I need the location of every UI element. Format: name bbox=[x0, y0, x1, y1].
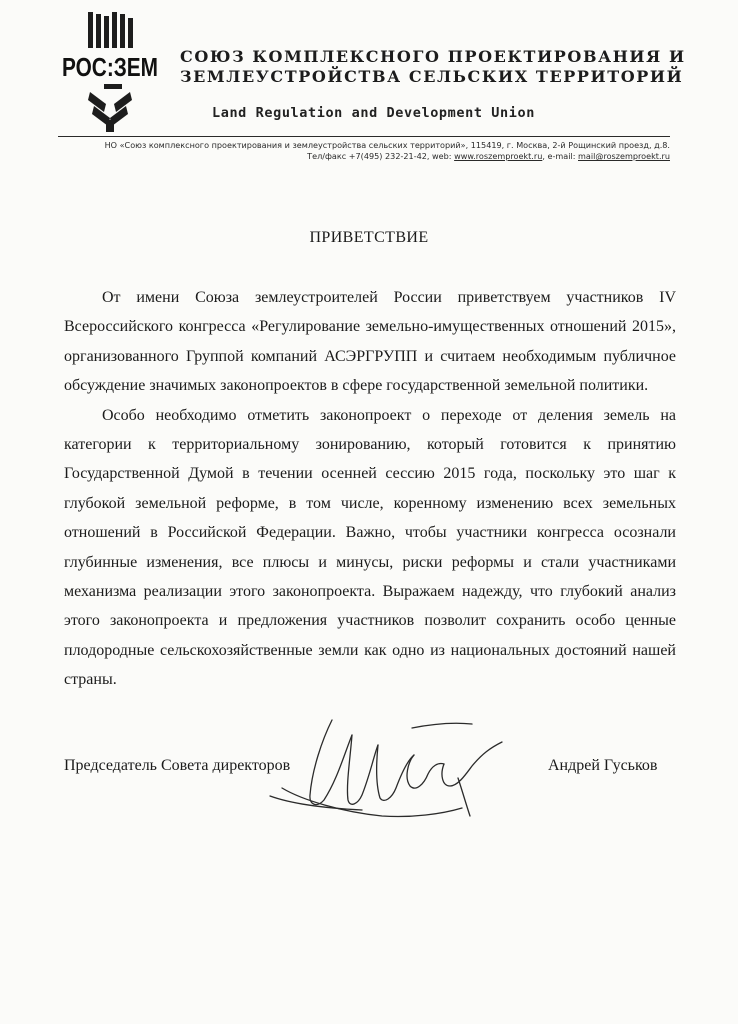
organization-name bbox=[180, 47, 700, 87]
letter-paragraph-2: Особо необходимо отметить законопроект о переходе от деления земель на категории к территориальному зонированию, который готовится к принятию Государственной Думой в течении осенней сессию 2015 года, поскольку это шаг к глубокой земельной реформе, в том числе, коренному изменению всех земельных отношений в Российской Федерации. Важно, чтобы участники конгресса осознали глубинные изменения, все плюсы и минусы, риски реформы и стали участниками механизма реализации этого законопроекта. Выражаем надежду, что глубокий анализ этого законопроекта и предложения участников позволит сохранить особо ценные плодородные сельскохозяйственные земли как одно из национальных достояний нашей страны. bbox=[64, 406, 676, 689]
roszem-logo bbox=[60, 10, 160, 134]
contact-phone-web-email bbox=[58, 151, 670, 162]
contact-email-label: , e-mail: bbox=[542, 151, 579, 161]
organization-name-english: Land Regulation and Development Union bbox=[212, 105, 535, 121]
org-name-line-2: ЗЕМЛЕУСТРОЙСТВА СЕЛЬСКИХ ТЕРРИТОРИЙ bbox=[180, 67, 684, 86]
letter-heading: ПРИВЕТСТВИЕ bbox=[309, 229, 429, 246]
website-link[interactable]: www.roszemproekt.ru bbox=[454, 151, 543, 161]
org-name-line-1: СОЮЗ КОМПЛЕКСНОГО ПРОЕКТИРОВАНИЯ И bbox=[180, 47, 686, 66]
handwritten-signature bbox=[262, 700, 522, 830]
letterhead-divider bbox=[58, 136, 670, 137]
contact-info bbox=[58, 140, 670, 162]
contact-phone: Тел/факс +7(495) 232-21-42, web: bbox=[307, 151, 455, 161]
contact-address: НО «Союз комплексного проектирования и землеустройства сельских территорий», 115419, г. Москва, 2-й Рощинский проезд, д.8. bbox=[104, 140, 670, 150]
letter-paragraph-1: От имени Союза землеустроителей России приветствуем участников IV Всероссийского конгресса «Регулирование земельно-имущественных отношений 2015», организованного Группой компаний АСЭРГРУПП и считаем необходимым публичное обсуждение значимых законопроектов в сфере государственной земельной политики. bbox=[64, 289, 676, 395]
logo-wordmark: РОС:ЗЕМ bbox=[62, 52, 158, 82]
letter-body bbox=[64, 283, 676, 695]
signatory-title: Председатель Совета директоров bbox=[64, 757, 291, 774]
signatory-name: Андрей Гуськов bbox=[548, 757, 658, 774]
email-link[interactable]: mail@roszemproekt.ru bbox=[578, 151, 670, 161]
